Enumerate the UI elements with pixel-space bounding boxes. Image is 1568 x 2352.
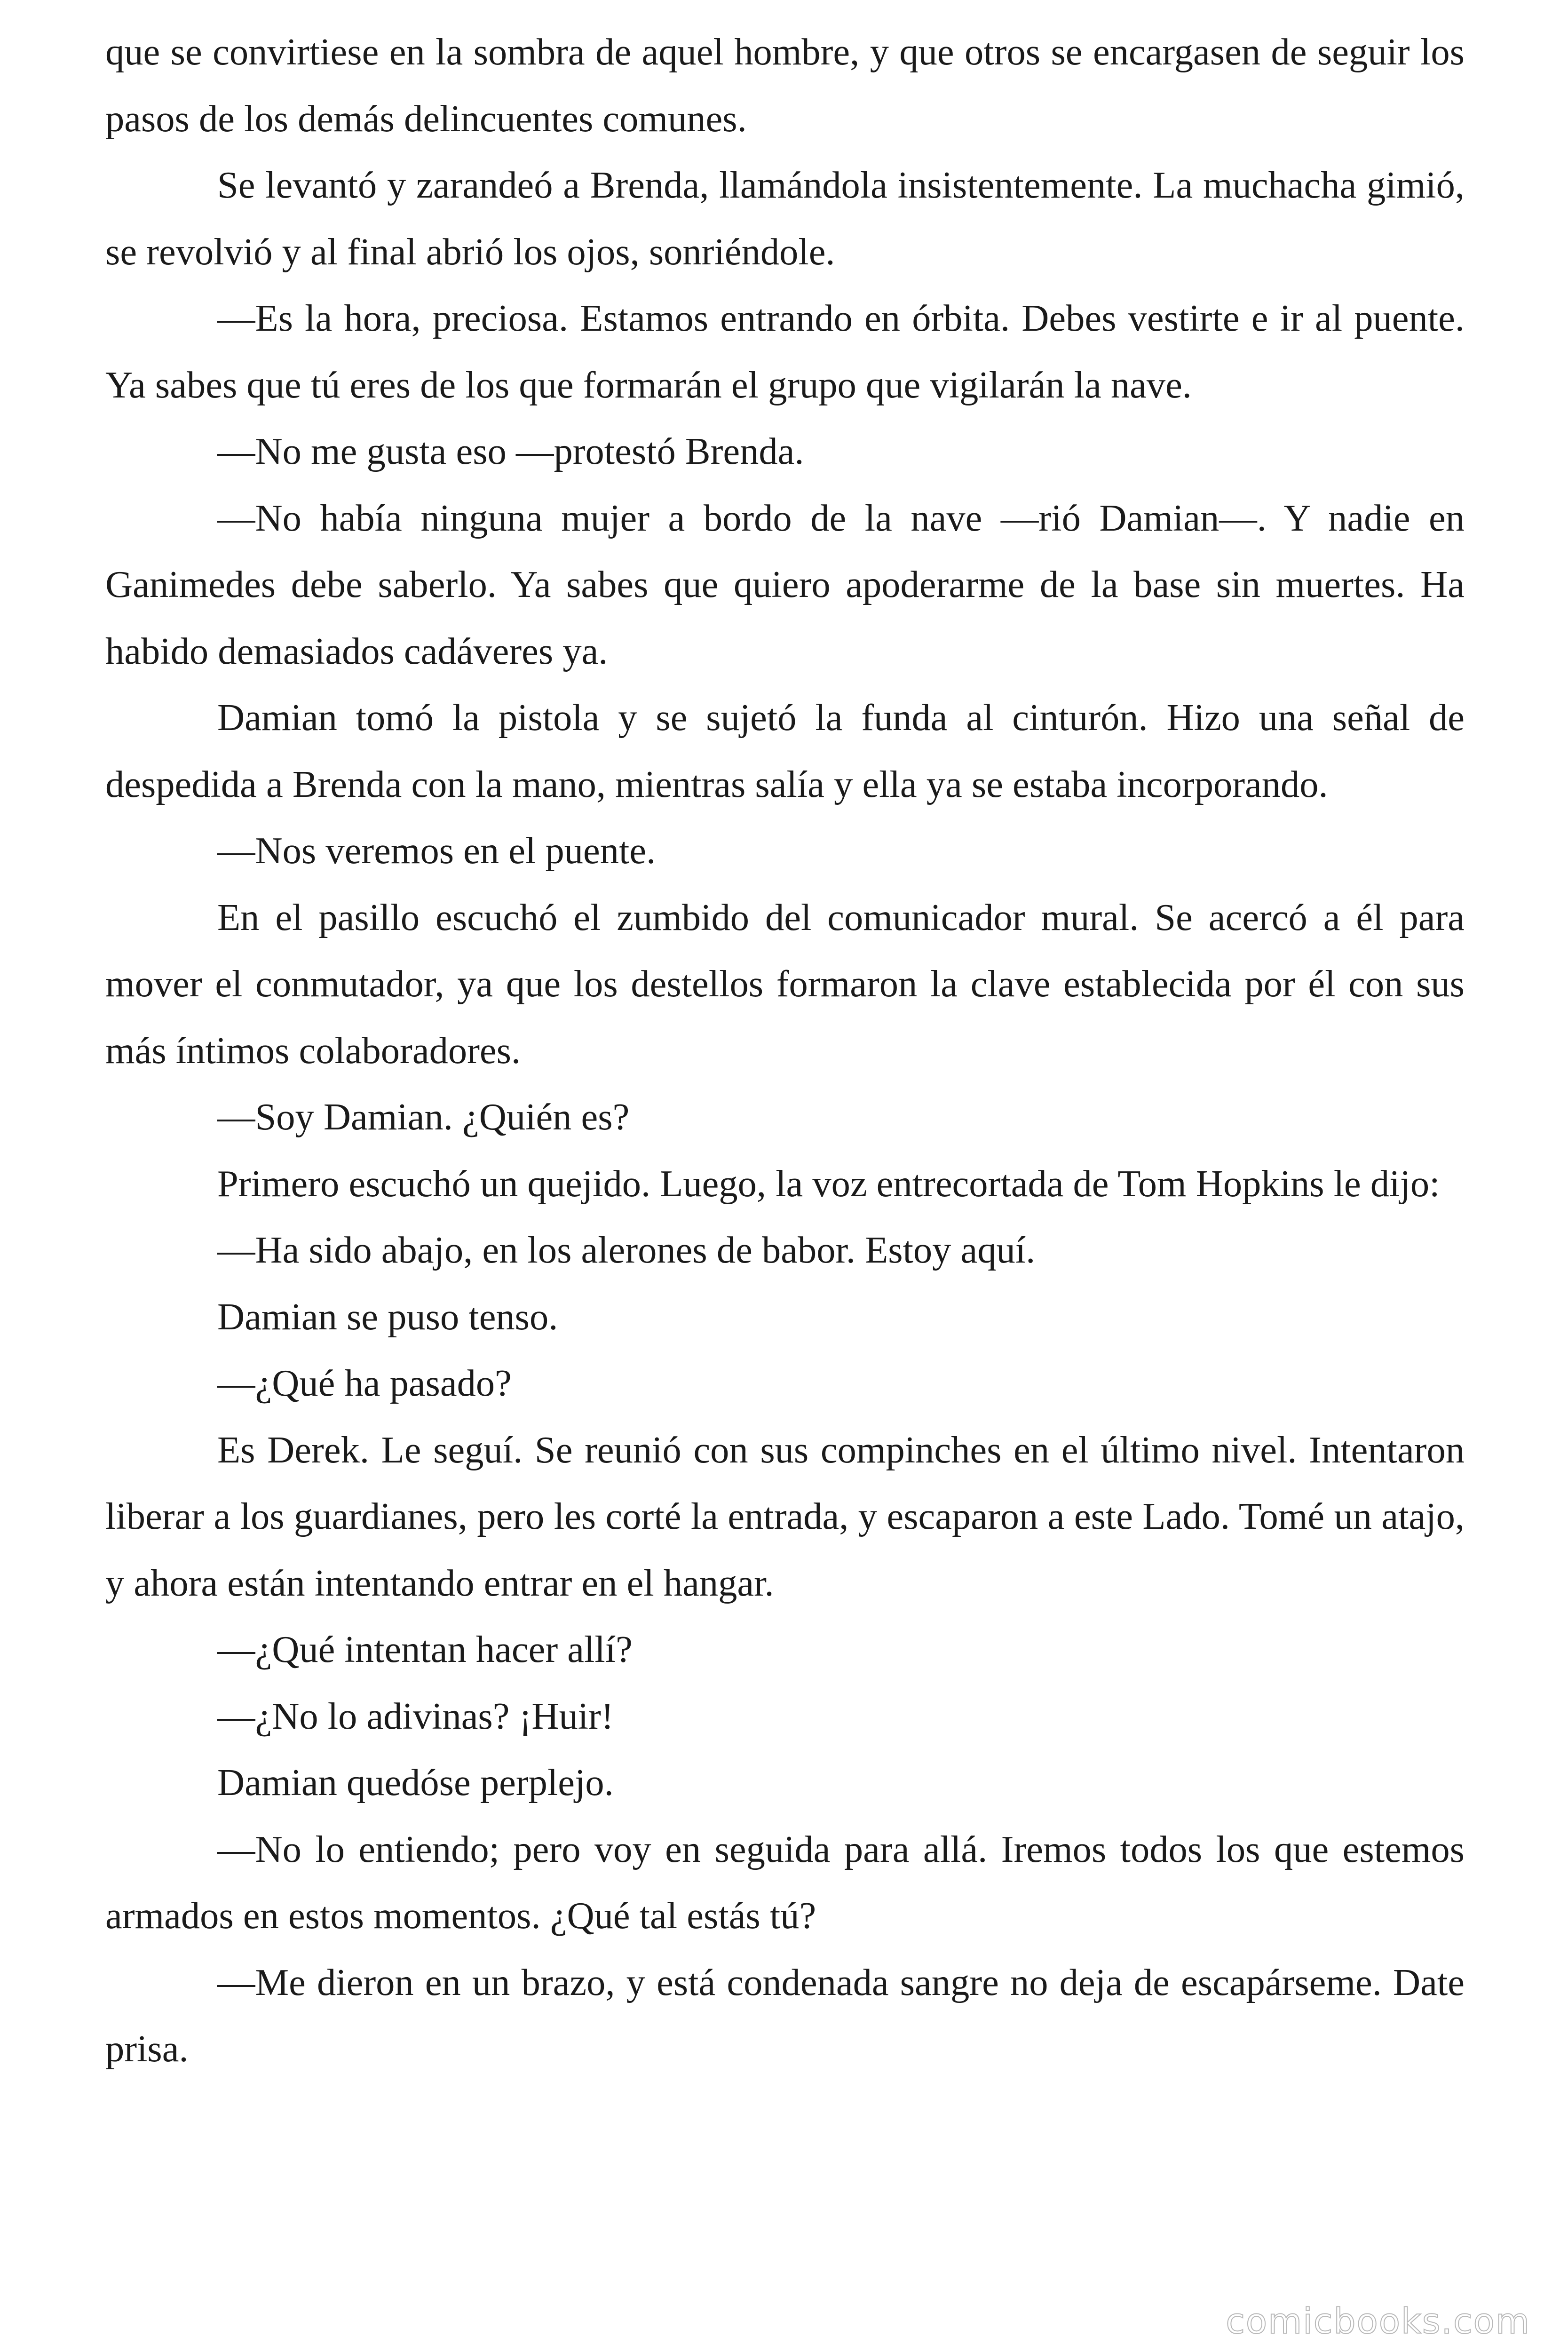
paragraph: —No me gusta eso —protestó Brenda. [217,430,804,472]
paragraph: que se convirtiese en la sombra de aquel hombre, y que otros se encargasen de seguir los pasos de los demás delincuentes comunes. [105,31,1465,140]
paragraph: Primero escuchó un quejido. Luego, la voz entrecortada de Tom Hopkins le dijo: [217,1162,1440,1205]
watermark: comicbooks.com [1226,2301,1530,2342]
paragraph: —¿Qué intentan hacer allí? [217,1629,633,1670]
paragraph: —Es la hora, preciosa. Estamos entrando en órbita. Debes vestirte e ir al puente. Ya sabes que tú eres de los que formarán el grupo que vigilarán la nave. [105,297,1465,406]
paragraph: Es Derek. Le seguí. Se reunió con sus compinches en el último nivel. Intentaron liberar a los guardianes, pero les corté la entrada, y escaparon a este Lado. Tomé un atajo, y ahora están intentando entrar en el hangar. [105,1429,1465,1604]
paragraph: Se levantó y zarandeó a Brenda, llamándola insistentemente. La muchacha gimió, se revolvió y al final abrió los ojos, sonriéndole. [105,164,1465,273]
paragraph: —Soy Damian. ¿Quién es? [217,1096,630,1138]
paragraph: Damian se puso tenso. [217,1295,558,1338]
paragraph: Damian tomó la pistola y se sujetó la funda al cinturón. Hizo una señal de despedida a Brenda con la mano, mientras salía y ella ya se estaba incorporando. [105,697,1465,805]
paragraph: —No lo entiendo; pero voy en seguida para allá. Iremos todos los que estemos armados en estos momentos. ¿Qué tal estás tú? [105,1828,1465,1937]
paragraph: —Ha sido abajo, en los alerones de babor. Estoy aquí. [217,1229,1036,1271]
book-page [105,19,1465,2082]
paragraph: En el pasillo escuchó el zumbido del comunicador mural. Se acercó a él para mover el conmutador, ya que los destellos formaron la clave establecida por él con sus más íntimos colaboradores. [105,896,1465,1072]
paragraph: —¿No lo adivinas? ¡Huir! [217,1695,614,1737]
paragraph: —Nos veremos en el puente. [217,830,656,872]
paragraph: —Me dieron en un brazo, y está condenada sangre no deja de escapárseme. Date prisa. [105,1961,1465,2070]
paragraph: —No había ninguna mujer a bordo de la nave —rió Damian—. Y nadie en Ganimedes debe saberlo. Ya sabes que quiero apoderarme de la base sin muertes. Ha habido demasiados cadáveres ya. [105,497,1465,672]
paragraph: —¿Qué ha pasado? [217,1362,512,1404]
paragraph: Damian quedóse perplejo. [217,1762,614,1804]
